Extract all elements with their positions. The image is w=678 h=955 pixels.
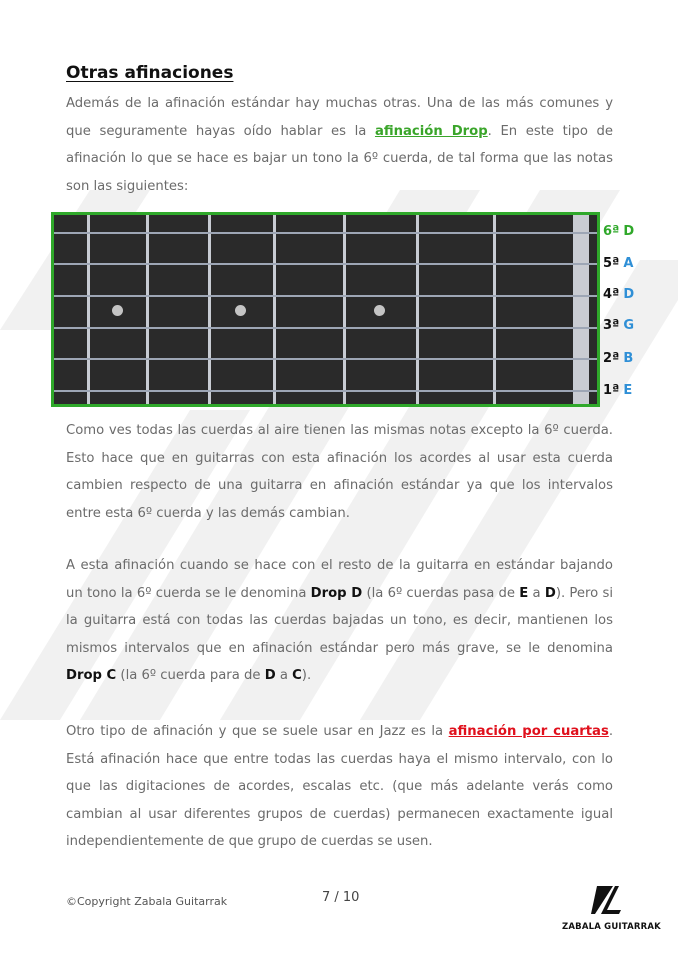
string-label-5: 5ª A — [603, 256, 634, 271]
fret — [87, 215, 90, 404]
string-label-6: 6ª D — [603, 224, 635, 239]
fret — [343, 215, 346, 404]
fret-inlay-dot — [235, 305, 246, 316]
fretboard-diagram — [51, 212, 600, 407]
explanation-paragraph: Como ves todas las cuerdas al aire tienen las mismas notas excepto la 6º cuerda. Esto hace que en guitarras con esta afinación los acordes al usar esta cuerda cambien respecto de una guitarra en afinación estándar ya que los intervalos entre esta 6º cuerda y las demás cambian. — [66, 423, 613, 521]
fret — [493, 215, 496, 404]
copyright-text: ©Copyright Zabala Guitarrak — [66, 895, 228, 908]
fret-inlay-dot — [112, 305, 123, 316]
drop-tuning-link[interactable]: afinación Drop — [374, 123, 488, 139]
fourths-tuning-link[interactable]: afinación por cuartas — [448, 724, 609, 739]
page-number: 7 / 10 — [322, 890, 360, 905]
fret — [416, 215, 419, 404]
string-label-1: 1ª E — [603, 383, 633, 398]
page-heading: Otras afinaciones — [66, 63, 234, 83]
drop-names-paragraph: A esta afinación cuando se hace con el resto de la guitarra en estándar bajando un tono la 6º cuerda se le denomina Drop D (la 6º cuerdas pasa de E a D). Pero si la guitarra está con todas las cuerdas bajadas un tono, es decir, mantienen los mismos intervalos que en afinación estándar pero más grave, se le denomina Drop C (la 6º cuerda para de D a C). — [66, 558, 613, 684]
fret — [146, 215, 149, 404]
zabala-logo-icon — [583, 884, 633, 916]
string-label-3: 3ª G — [603, 318, 635, 333]
nut — [575, 215, 589, 404]
string-3-line — [54, 327, 597, 329]
string-2-line — [54, 358, 597, 360]
fourths-tuning-paragraph: Otro tipo de afinación y que se suele usar en Jazz es la afinación por cuartas. Está afinación hace que entre todas las cuerdas haya el mismo intervalo, con lo que las digitaciones de acordes, escalas etc. (que más adelante verás como cambian al usar diferentes grupos de cuerdas) permanecen exactamente igual independientemente de que grupo de cuerdas se usen. — [66, 724, 614, 850]
string-1-line — [54, 390, 597, 392]
string-6-line — [54, 232, 597, 234]
string-5-line — [54, 263, 597, 265]
fret-inlay-dot — [374, 305, 385, 316]
fret — [208, 215, 211, 404]
string-label-2: 2ª B — [603, 351, 634, 366]
intro-paragraph: Además de la afinación estándar hay muchas otras. Una de las más comunes y que seguramente hayas oído hablar es la afinación Drop. En este tipo de afinación lo que se hace es bajar un tono la 6º cuerda, de tal forma que las notas son las siguientes: — [66, 96, 613, 194]
string-label-4: 4ª D — [603, 287, 635, 302]
brand-name: ZABALA GUITARRAK — [562, 922, 661, 932]
fret — [273, 215, 276, 404]
string-4-line — [54, 295, 597, 297]
